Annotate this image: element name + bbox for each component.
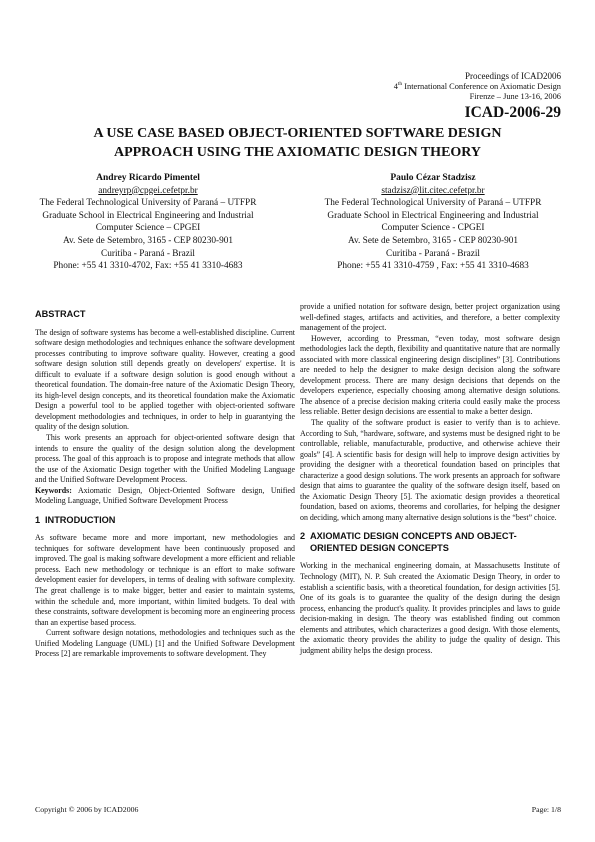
left-column xyxy=(35,307,295,660)
paper-title-line2: APPROACH USING THE AXIOMATIC DESIGN THEORY xyxy=(113,145,482,160)
proceedings-header xyxy=(394,71,561,103)
conference-number: 4 xyxy=(393,81,398,91)
author-email-link[interactable]: stadzisz@lit.citec.cefetpr.br xyxy=(381,185,485,196)
section-1-title: INTRODUCTION xyxy=(45,514,116,525)
author-address-line: Av. Sete de Setembro, 3165 - CEP 80230-901 xyxy=(347,235,519,246)
footer-copyright: Copyright © 2006 by ICAD2006 xyxy=(35,805,139,814)
abstract-paragraph-2: This work presents an approach for object-oriented software design that intends to ensure the quality of the design solution along the development process. The goal of this approach is to propose and integrate methods that allow the use of the Axiomatic Design together with the Unified Modeling Language and the Unified Software Development Process. xyxy=(35,432,295,485)
conference-location-date: Firenze – June 13-16, 2006 xyxy=(469,92,561,102)
author-city-line: Curitiba - Paraná - Brazil xyxy=(101,248,195,259)
intro-paragraph-5: The quality of the software product is easier to verify than is to achieve. According to Suh, “hardware, software, and systems must be designed right to be controllable, reliable, manufacturable, productive, and otherwise achieve their goals” [4]. A scientific basis for design will help to improve design activities by providing the designer with a theoretical foundation based on principles that characterize a good design solutions. The work presents an approach for software design that aims to guarantee the quality of the software design itself, based on the Axiomatic Design Theory [5]. The axiomatic design provides a theoretical foundation, based on axioms, theorems and corollaries, for helping the designer on deciding, which among many alternative design solutions is the “best” choice. xyxy=(300,418,560,522)
author-affiliation-line: Graduate School in Electrical Engineering and Industrial xyxy=(327,210,539,221)
author-affiliation-line: Computer Science - CPGEI xyxy=(381,223,485,234)
section-2-paragraph-1: Working in the mechanical engineering domain, at Massachusetts Institute of Technology (MIT), N. P. Suh created the Axiomatic Design Theory, in order to establish a scientific basis, with a theoretical foundation, for design activities [5]. One of its goals is to guarantee the quality of the design during the design process, enhancing the product's quality. It provides principles and laws to guide decision-making in design. The theory was established finding out common elements and attributes, which characterizes a good design. With those elements, the axiomatic theory provides the ability to judge the quality of design. This judgment ability helps the design process. xyxy=(300,561,560,655)
footer-page-number: Page: 1/8 xyxy=(531,805,561,814)
author-block-2 xyxy=(295,172,571,273)
intro-paragraph-4: However, according to Pressman, “even today, most software design methodologies lack the depth, flexibility and quantitative nature that are normally associated with more classical engineering design disciplines” [3]. Contributions are needed to help the designer to make design decision along the software development process. There are many design decisions that depends on the developers experience, especially choosing among alternative design solutions. The absence of a precise decision making criteria could easily make the process less reliable. Better design decisions are essential to make a better design. xyxy=(300,333,560,417)
intro-paragraph-2: Current software design notations, methodologies and techniques such as the Unified Modeling Language (UML) [1] and the Unified Software Development Process [2] are remarkable improvements to software development. They xyxy=(35,628,295,659)
paper-title-line1: A USE CASE BASED OBJECT-ORIENTED SOFTWARE DESIGN xyxy=(93,126,502,141)
conference-ordinal: th xyxy=(397,80,403,87)
section-1-number: 1 xyxy=(35,514,41,525)
author-city-line: Curitiba - Paraná - Brazil xyxy=(386,248,480,259)
author-name: Andrey Ricardo Pimentel xyxy=(96,173,200,183)
right-column xyxy=(300,302,560,656)
section-2-title-line2: ORIENTED DESIGN CONCEPTS xyxy=(310,542,449,553)
abstract-heading: ABSTRACT xyxy=(35,309,86,319)
keywords-label: Keywords: xyxy=(35,485,72,495)
section-1-heading xyxy=(35,515,295,527)
author-email-link[interactable]: andreyrp@cpgei.cefetpr.br xyxy=(98,185,198,196)
author-address-line: Av. Sete de Setembro, 3165 - CEP 80230-901 xyxy=(62,235,234,246)
keywords-text: Axiomatic Design, Object-Oriented Software design, Unified Modeling Language, Unified Software Development Process xyxy=(35,485,295,506)
keywords xyxy=(35,486,295,507)
abstract-paragraph-1: The design of software systems has become a well-established discipline. Current software design methodologies and techniques enhance the software development processes contributing to improve software quality. However, creating a good software design solution still depends greatly on developers' expertise. It is difficult to evaluate if a software design solution is good enough without a theoretical foundation. The domain-free nature of the Axiomatic Design Theory, its high-level design concepts, and its theoretical foundation make the Axiomatic Design a powerful tool to be applied together with object-oriented software development methodologies and techniques, in order to help in guarantying the quality of the design solution. xyxy=(35,327,295,432)
paper-title xyxy=(36,124,559,162)
author-affiliation-line: The Federal Technological University of Paraná – UTFPR xyxy=(39,198,257,209)
proceedings-name: Proceedings of ICAD2006 xyxy=(465,71,561,81)
section-2-title-line1: AXIOMATIC DESIGN CONCEPTS AND OBJECT- xyxy=(310,531,517,542)
author-name: Paulo Cézar Stadzisz xyxy=(390,173,476,183)
conference-name xyxy=(394,82,561,93)
author-affiliation-line: Graduate School in Electrical Engineering and Industrial xyxy=(42,210,254,221)
author-block-1 xyxy=(10,172,286,273)
conference-title: International Conference on Axiomatic Design xyxy=(402,81,561,91)
author-phone-line: Phone: +55 41 3310-4702, Fax: +55 41 3310-4683 xyxy=(53,261,243,272)
section-2-heading xyxy=(300,531,560,554)
intro-paragraph-3: provide a unified notation for software design, better project organization using well-defined stages, artifacts and activities, and therefore, a better complexity management of the project. xyxy=(300,302,560,333)
document-id: ICAD-2006-29 xyxy=(464,104,561,121)
intro-paragraph-1: As software became more and more important, new methodologies and techniques for software development have been continuously proposed and improved. The goal is making software development a more efficient and reliable process. Each new methodology or technique is an effort to make software development easier for developers, in terms of dealing with software complexity. The great challenge is to make bigger, better and easier to maintain systems, within the schedule and, more important, within limited budgets. To deal with these constraints, software development is becoming more an engineering process than an expertise based process. xyxy=(35,533,295,627)
section-2-number: 2 xyxy=(300,531,306,542)
author-affiliation-line: The Federal Technological University of Paraná – UTFPR xyxy=(324,198,542,209)
author-affiliation-line: Computer Science – CPGEI xyxy=(95,223,201,234)
author-phone-line: Phone: +55 41 3310-4759 , Fax: +55 41 3310-4683 xyxy=(337,261,529,272)
